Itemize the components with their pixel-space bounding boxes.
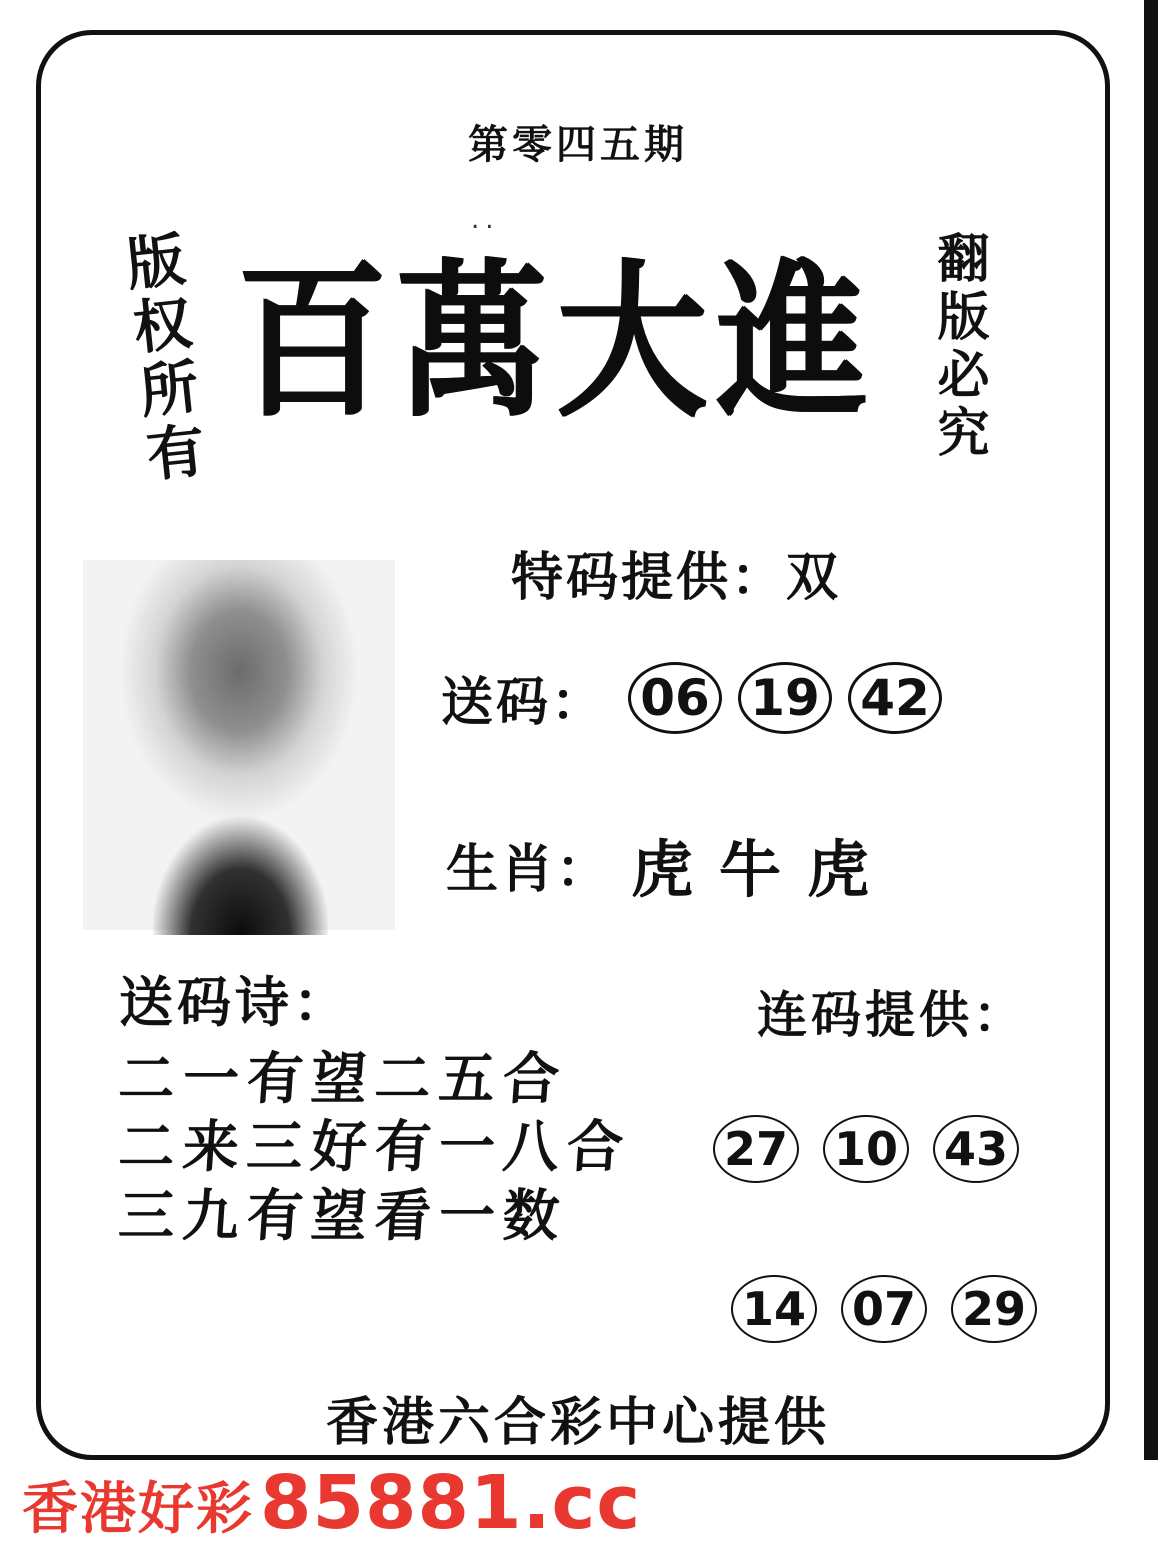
lianma-ball: 07 bbox=[841, 1275, 927, 1343]
poem-line: 二来三好有一八合 bbox=[116, 1114, 634, 1181]
scan-edge-right bbox=[1144, 0, 1158, 1460]
zodiac-row bbox=[446, 820, 895, 909]
lianma-row-2 bbox=[731, 1275, 1037, 1343]
send-code-ball: 42 bbox=[848, 662, 942, 734]
footer-source: 香港六合彩中心提供 bbox=[325, 1392, 830, 1453]
send-code-ball: 19 bbox=[738, 662, 832, 734]
lianma-title: 连码提供： bbox=[757, 985, 1027, 1044]
watermark bbox=[22, 1460, 641, 1546]
copyright-right-text: 翻版必究 bbox=[928, 231, 989, 463]
poster-card bbox=[36, 30, 1110, 1460]
poem-block bbox=[116, 960, 634, 1250]
scan-edge-right-inner bbox=[1134, 0, 1144, 1460]
watermark-domain: 85881.cc bbox=[260, 1460, 642, 1546]
poem-line: 三九有望看一数 bbox=[116, 1182, 570, 1249]
zodiac-label: 生肖： bbox=[446, 839, 612, 900]
lianma-ball: 14 bbox=[731, 1275, 817, 1343]
watermark-text: 香港好彩 bbox=[22, 1476, 254, 1542]
lianma-ball: 43 bbox=[933, 1115, 1019, 1183]
lianma-ball: 10 bbox=[823, 1115, 909, 1183]
zodiac-values: 虎牛虎 bbox=[631, 833, 896, 906]
special-code-line bbox=[511, 535, 841, 610]
send-code-label: 送码： bbox=[441, 672, 607, 733]
decorative-dots: .. bbox=[471, 205, 500, 235]
page-title: 百萬大進 bbox=[235, 243, 876, 441]
portrait-photo bbox=[83, 560, 395, 930]
copyright-left-text: 版权所有 bbox=[113, 228, 209, 490]
poem-title: 送码诗： bbox=[119, 970, 351, 1034]
poem-line: 二一有望二五合 bbox=[116, 1046, 570, 1112]
lianma-ball: 27 bbox=[713, 1115, 799, 1183]
send-code-row bbox=[441, 660, 942, 735]
lianma-ball: 29 bbox=[951, 1275, 1037, 1343]
issue-number: 第零四五期 bbox=[468, 121, 688, 168]
special-code-value: 双 bbox=[786, 547, 842, 608]
send-code-ball: 06 bbox=[628, 662, 722, 734]
special-code-label: 特码提供： bbox=[511, 547, 787, 608]
lianma-row-1 bbox=[713, 1115, 1019, 1183]
